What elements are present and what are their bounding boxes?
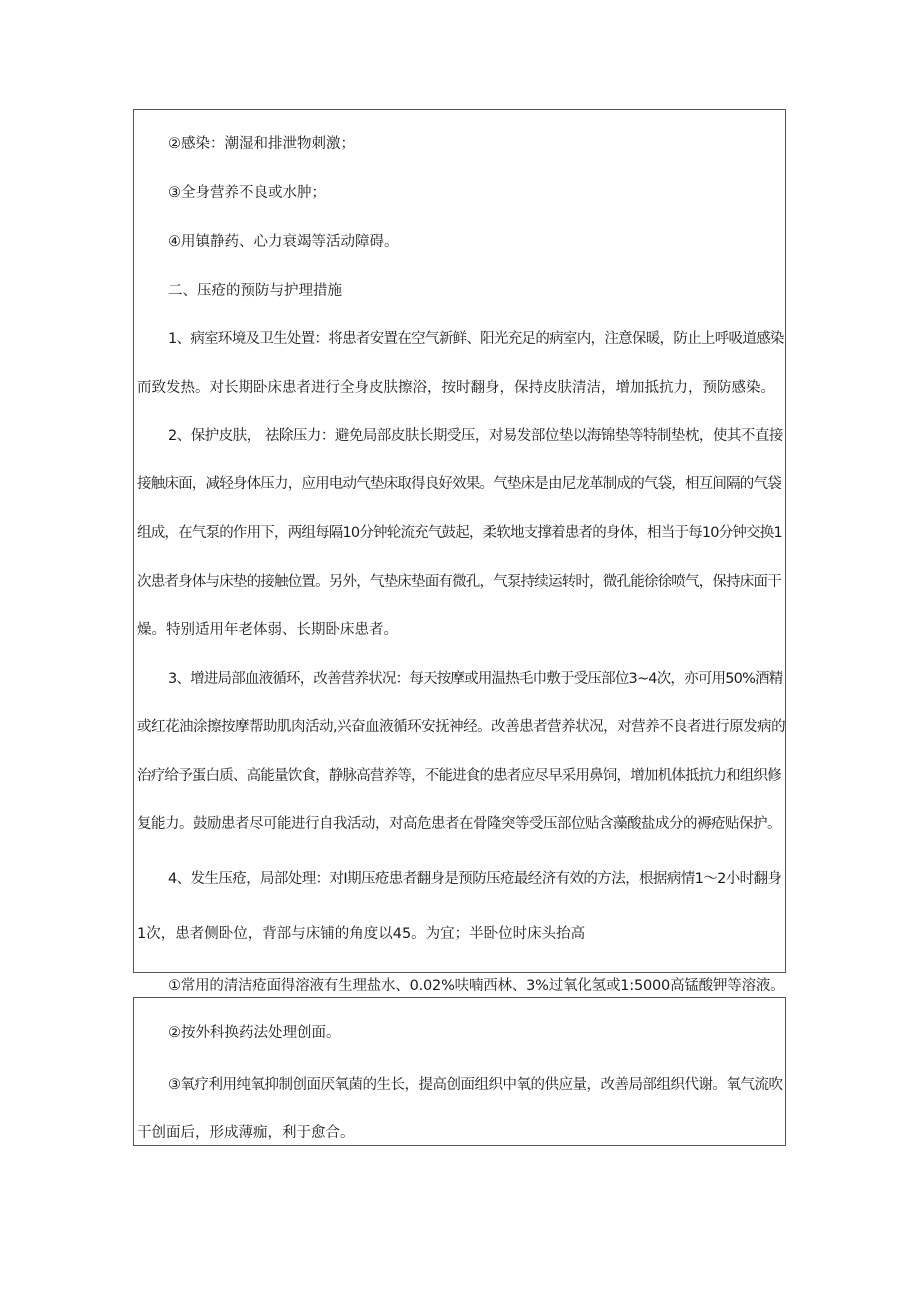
paragraph-4-line-1: 4、发生压疮，局部处理：对I期压疮患者翻身是预防压疮最经济有效的方法，根据病情1～2小时翻身 (168, 871, 782, 887)
paragraph-1-line-2: 而致发热。对长期卧床患者进行全身皮肤擦浴，按时翻身，保持皮肤清洁，增加抵抗力，预防感染。 (137, 380, 775, 396)
paragraph-3-line-3: 治疗给予蛋白质、高能量饮食，静脉高营养等，不能进食的患者应尽早采用鼻饲，增加机体抵抗力和组织修 (137, 768, 781, 784)
text-line: ②感染：潮湿和排泄物刺激； (168, 136, 355, 152)
paragraph-2-line-1: 2、保护皮肤， 祛除压力：避免局部皮肤长期受压，对易发部位垫以海锦垫等特制垫枕，使其不直接 (168, 428, 783, 444)
text-line: ②按外科换药法处理创面。 (168, 1025, 341, 1041)
text-line-between-boxes: ①常用的清洁疮面得溶液有生理盐水、0.02%呋喃西林、3%过氧化氢或1:5000高锰酸钾等溶液。 (168, 978, 785, 994)
paragraph-2-line-2: 接触床面，减轻身体压力，应用电动气垫床取得良好效果。气垫床是由尼龙革制成的气袋，相互间隔的气袋 (137, 476, 781, 492)
paragraph-3-line-2: 或红花油涂擦按摩帮助肌肉活动,兴奋血液循环安抚神经。改善患者营养状况，对营养不良者进行原发病的 (137, 719, 786, 735)
text-line: ③全身营养不良或水肿； (168, 185, 326, 201)
paragraph-2-line-5: 燥。特别适用年老体弱、长期卧床患者。 (137, 622, 398, 638)
paragraph-3-line-1: 3、增进局部血液循环，改善营养状况：每天按摩或用温热毛巾敷于受压部位3~4次，亦可用50%酒精 (168, 671, 783, 687)
paragraph-2-line-4: 次患者身体与床垫的接触位置。另外，气垫床垫面有微孔，气泵持续运转时，微孔能徐徐喷气，保持床面干 (137, 574, 781, 590)
paragraph-3-line-4: 复能力。鼓励患者尽可能进行自我活动，对高危患者在骨隆突等受压部位贴含藻酸盐成分的褥疮贴保护。 (137, 816, 781, 832)
section-heading: 二、压疮的预防与护理措施 (168, 283, 342, 299)
paragraph-4-line-2: 1次，患者侧卧位，背部与床铺的角度以45。为宜；半卧位时床头抬高 (137, 926, 586, 942)
paragraph-2-line-3: 组成，在气泵的作用下，两组每隔10分钟轮流充气鼓起，柔软地支撑着患者的身体，相当于每10分钟交换1 (137, 525, 782, 541)
paragraph-5-line-1: ③氧疗利用纯氧抑制创面厌氧菌的生长，提高创面组织中氧的供应量，改善局部组织代谢。氧气流吹 (168, 1077, 783, 1093)
text-line: ④用镇静药、心力衰竭等活动障碍。 (168, 234, 399, 250)
paragraph-1-line-1: 1、病室环境及卫生处置：将患者安置在空气新鲜、阳光充足的病室内，注意保暖，防止上呼吸道感染 (168, 331, 784, 347)
paragraph-5-line-2: 干创面后，形成薄痂，利于愈合。 (137, 1125, 355, 1141)
